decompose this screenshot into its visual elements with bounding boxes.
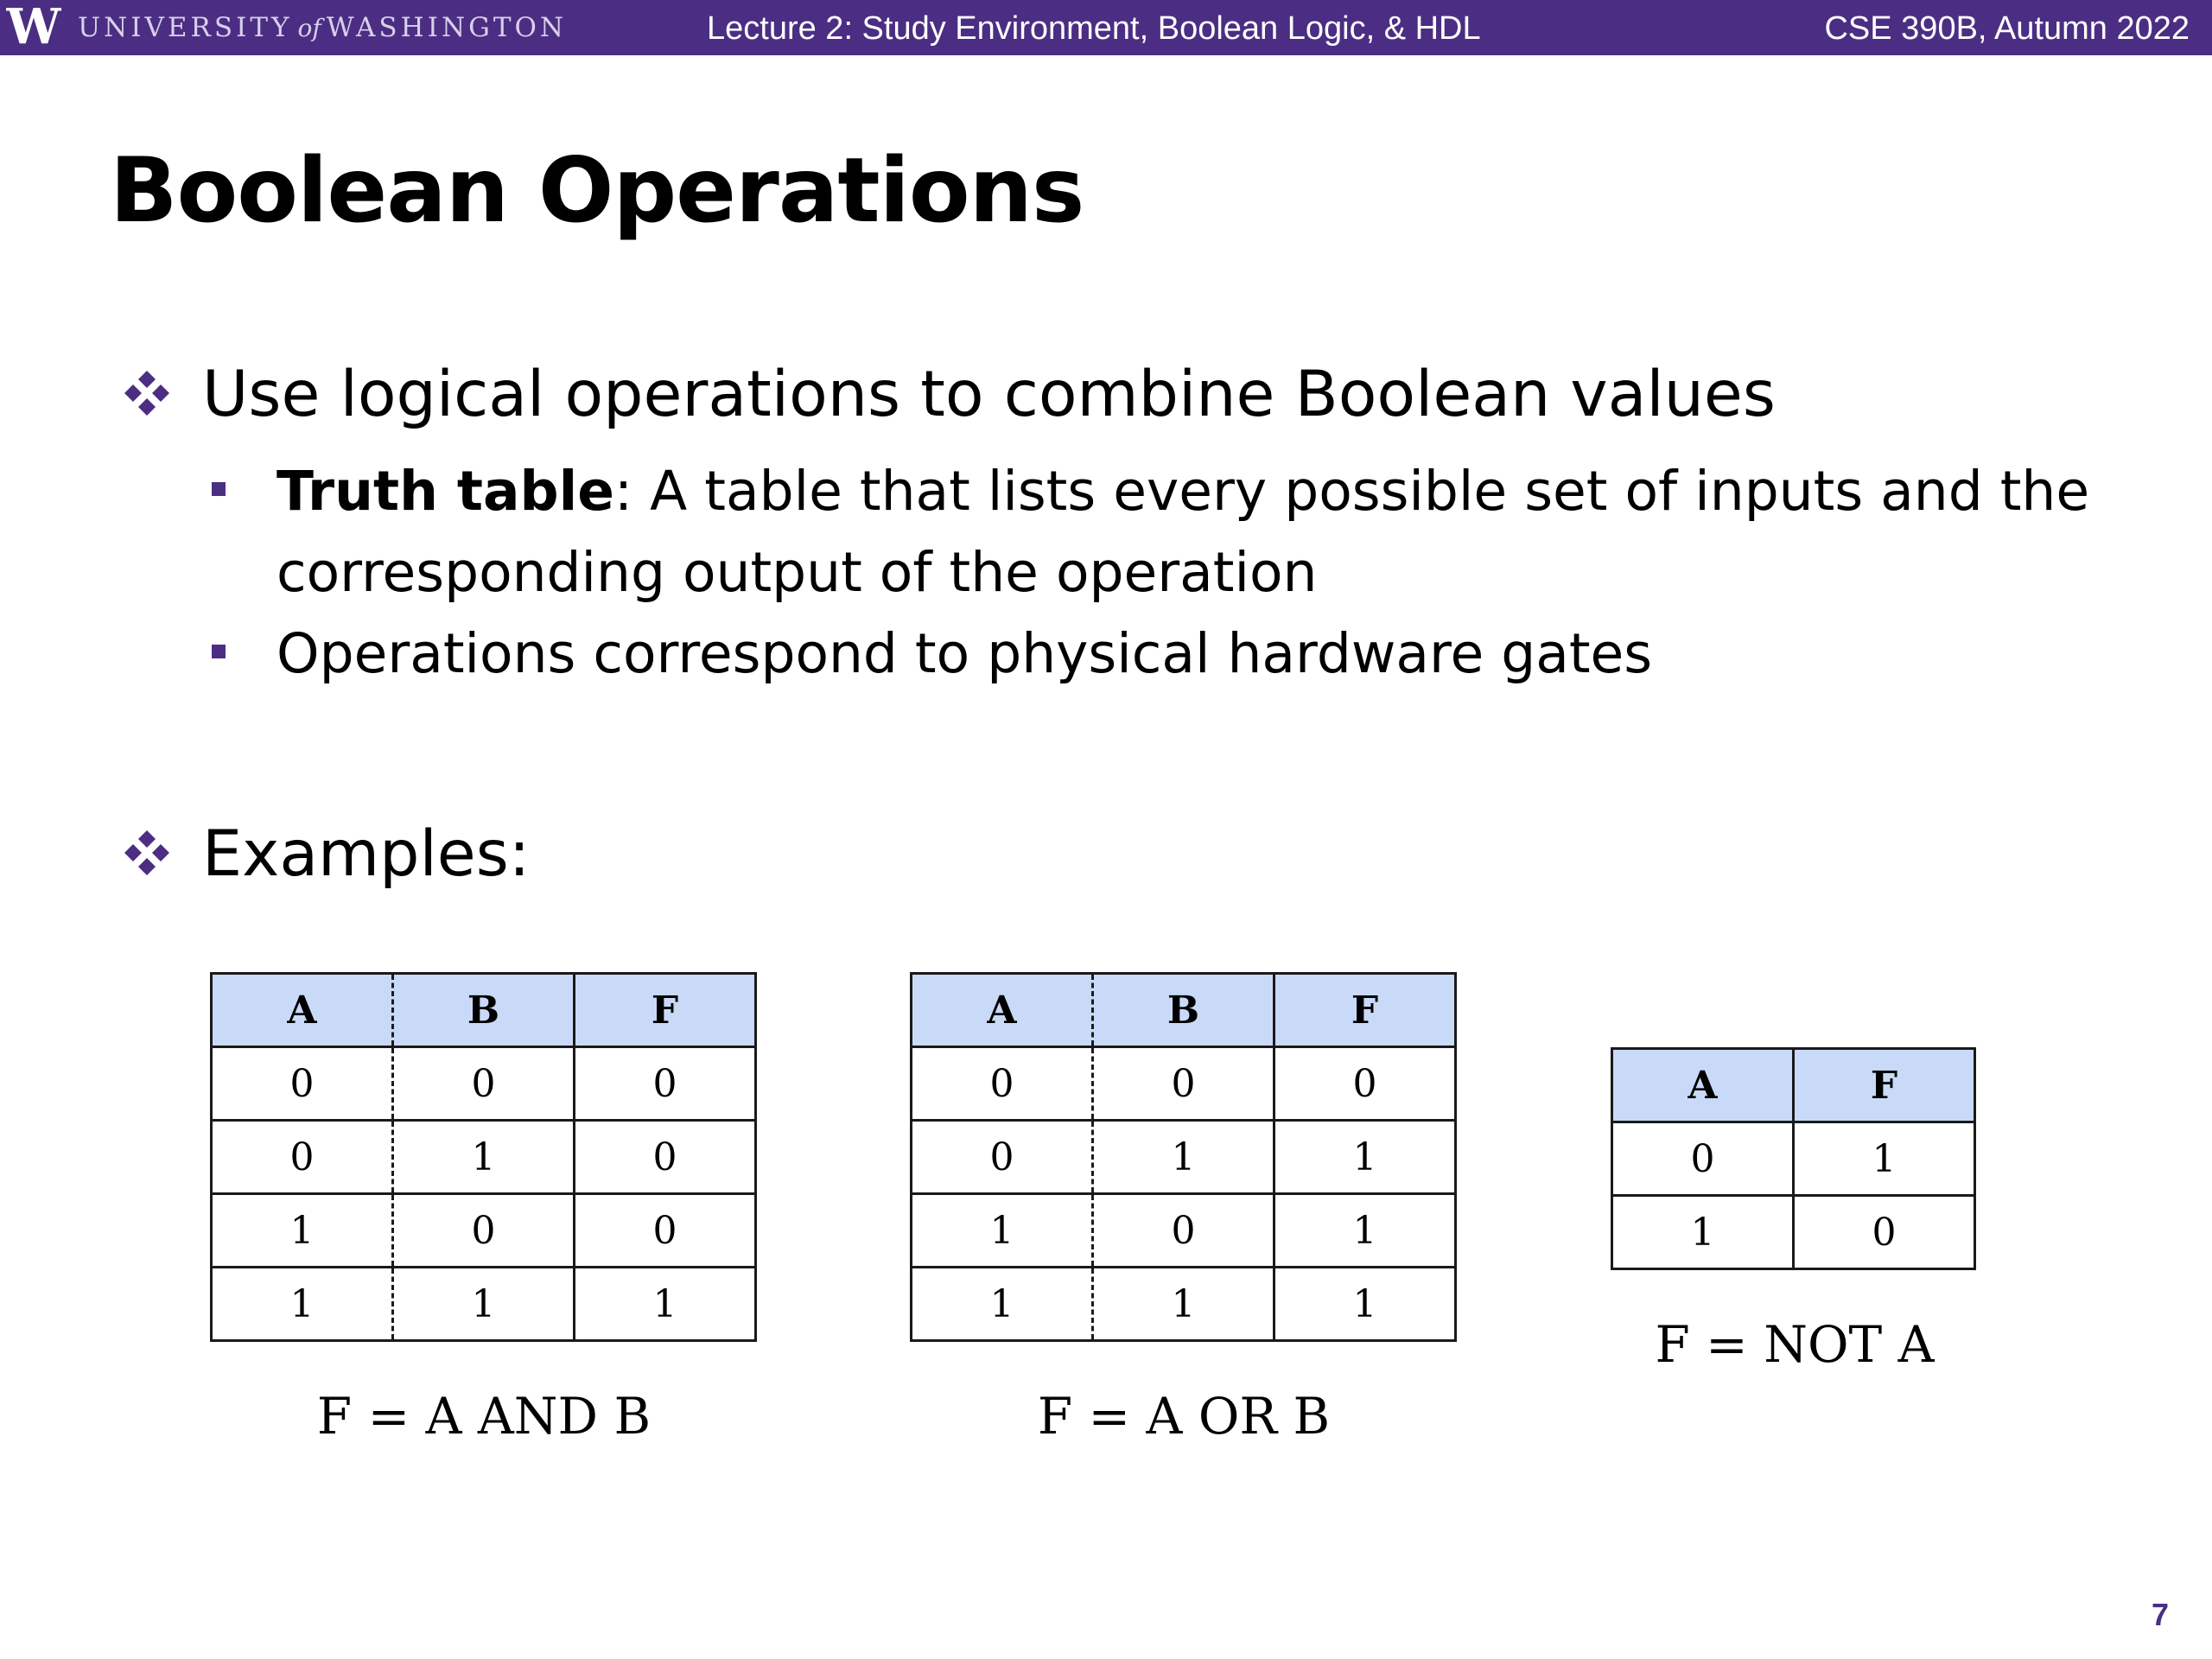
table-cell: 0	[393, 1194, 575, 1268]
table-row	[1612, 1122, 1975, 1196]
table-row	[912, 1121, 1456, 1194]
table-cell: 0	[212, 1121, 393, 1194]
table-row	[212, 1121, 756, 1194]
header-bar	[0, 0, 2212, 55]
diamond-cluster-icon	[121, 827, 173, 879]
table-cell: 1	[912, 1268, 1093, 1341]
table-cell: 1	[1093, 1268, 1274, 1341]
sub-bullet-truth-table	[212, 451, 2134, 613]
lecture-title: Lecture 2: Study Environment, Boolean Logic, & HDL	[707, 10, 1481, 47]
truth-table-definition: : A table that lists every possible set of inputs and the corresponding output of the operation	[276, 460, 2090, 604]
table-cell: 1	[575, 1268, 756, 1341]
table-cell: 0	[912, 1121, 1093, 1194]
table-cell: 0	[575, 1121, 756, 1194]
truth-table-or	[910, 972, 1457, 1342]
table-cell: 1	[393, 1268, 575, 1341]
truth-table-term: Truth table	[276, 460, 614, 523]
sub-bullet-hardware-gates: Operations correspond to physical hardware gates	[212, 613, 2134, 695]
uw-w-logo-icon	[5, 2, 62, 50]
table-cell: 1	[212, 1268, 393, 1341]
caption-not: F = NOT A	[1655, 1315, 1935, 1374]
table-cell: 0	[575, 1194, 756, 1268]
slide-title: Boolean Operations	[110, 139, 1084, 243]
table-cell: 0	[212, 1047, 393, 1121]
table-cell: 0	[1794, 1196, 1975, 1269]
course-label: CSE 390B, Autumn 2022	[1824, 10, 2190, 47]
table-cell: 1	[1794, 1122, 1975, 1196]
page-number: 7	[2151, 1597, 2169, 1632]
table-row	[912, 1194, 1456, 1268]
table-cell: 0	[1274, 1047, 1456, 1121]
table-cell: 1	[393, 1121, 575, 1194]
truth-table-and	[210, 972, 757, 1342]
table-row	[212, 1268, 756, 1341]
table-cell: 0	[393, 1047, 575, 1121]
truth-table-not	[1611, 1047, 1976, 1270]
column-header: A	[912, 974, 1093, 1047]
table-cell: 1	[1274, 1194, 1456, 1268]
table-cell: 1	[912, 1194, 1093, 1268]
bullet-examples: Examples:	[121, 820, 530, 889]
table-cell: 0	[1093, 1047, 1274, 1121]
column-header: A	[1612, 1049, 1794, 1122]
table-header-row	[912, 974, 1456, 1047]
caption-or: F = A OR B	[1037, 1387, 1331, 1446]
table-row	[912, 1047, 1456, 1121]
column-header: F	[1794, 1049, 1975, 1122]
table-cell: 0	[575, 1047, 756, 1121]
table-cell: 1	[212, 1194, 393, 1268]
table-header-row	[1612, 1049, 1975, 1122]
square-bullet-icon	[212, 482, 226, 496]
column-header: B	[393, 974, 575, 1047]
bullet-combine-values: Use logical operations to combine Boolean values	[121, 360, 1776, 429]
caption-and: F = A AND B	[316, 1387, 652, 1446]
table-cell: 1	[1612, 1196, 1794, 1269]
table-cell: 1	[1274, 1268, 1456, 1341]
table-cell: 0	[1612, 1122, 1794, 1196]
table-cell: 0	[912, 1047, 1093, 1121]
table-row	[212, 1194, 756, 1268]
table-row	[212, 1047, 756, 1121]
svg-text:W: W	[6, 2, 61, 50]
table-cell: 1	[1274, 1121, 1456, 1194]
column-header: A	[212, 974, 393, 1047]
diamond-cluster-icon	[121, 367, 173, 419]
table-cell: 0	[1093, 1194, 1274, 1268]
column-header: F	[1274, 974, 1456, 1047]
column-header: B	[1093, 974, 1274, 1047]
square-bullet-icon	[212, 645, 226, 658]
column-header: F	[575, 974, 756, 1047]
university-wordmark: UNIVERSITY of WASHINGTON	[78, 12, 568, 43]
table-row	[1612, 1196, 1975, 1269]
table-row	[912, 1268, 1456, 1341]
table-cell: 1	[1093, 1121, 1274, 1194]
table-header-row	[212, 974, 756, 1047]
